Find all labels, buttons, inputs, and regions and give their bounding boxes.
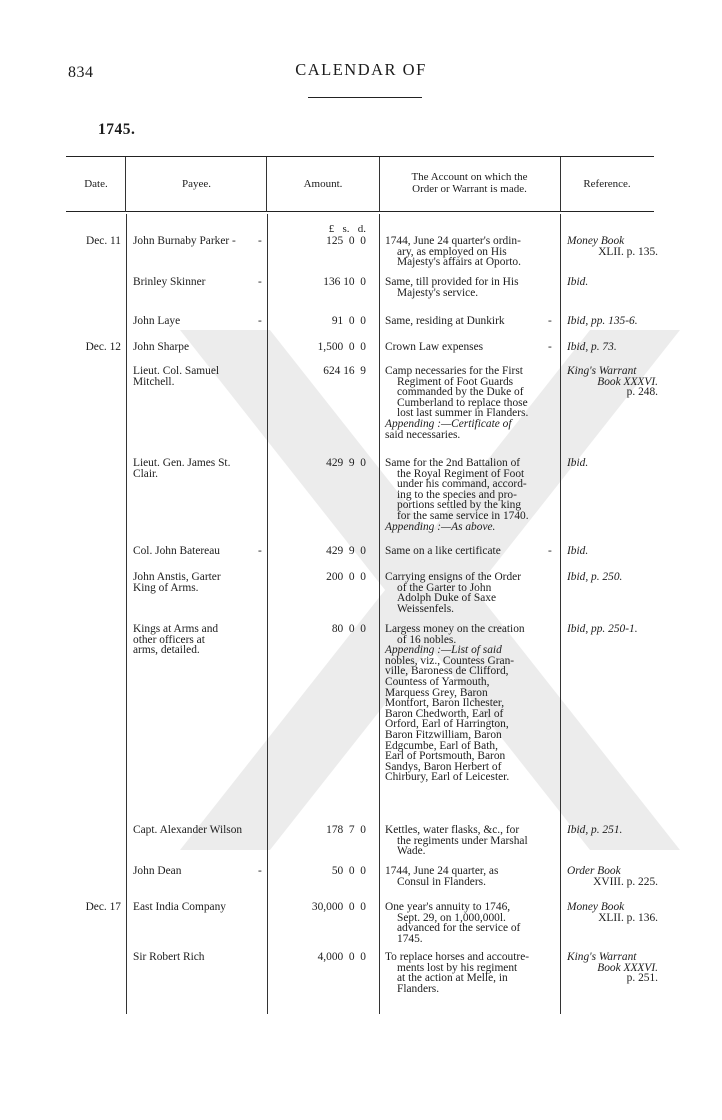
text-line: Sept. 29, on 1,000,000l. [397,911,506,924]
leader-dash: - [258,315,262,327]
text-line: arms, detailed. [133,644,200,657]
entry-payee [133,825,261,836]
entry-account [385,546,553,557]
text-line: John Dean [133,865,182,877]
leader-dash: - [258,235,262,247]
appending-line: Baron Chedworth, Earl of [385,707,504,720]
entry-payee [133,902,261,913]
entry-payee [133,866,261,877]
entry-amount: 178 7 0 [326,824,366,836]
reference-line: Ibid. [567,545,589,557]
text-line: advanced for the service of [397,922,521,935]
leader-dash: - [258,865,262,877]
entry-account [385,866,553,887]
appending-line: nobles, viz., Countess Gran- [385,654,515,667]
entry-amount: 429 9 0 [326,457,366,469]
header-account-line2: Order or Warrant is made. [412,183,527,195]
entry-account [385,572,553,614]
reference-line: p. 248. [626,386,658,399]
entry-amount: 125 0 0 [326,235,366,247]
entry-account [385,316,553,327]
appending-line: Orford, Earl of Harrington, [385,718,509,731]
entry-payee [133,236,261,247]
text-line: 1744, June 24 quarter's ordin- [385,235,521,247]
reference-line: Ibid. [567,276,589,288]
entry-amount: 624 16 9 [323,365,366,377]
entry-date: Dec. 12 [85,341,121,353]
text-line: of the Garter to John [397,581,492,594]
entry-payee [133,366,261,387]
entry-payee [133,952,261,963]
entry-reference [567,277,658,288]
text-line: Same, till provided for in His [385,276,519,288]
text-line: Mitchell. [133,375,175,388]
text-line: Kings at Arms and [133,623,219,635]
reference-line: Ibid, p. 250. [567,571,623,583]
header-date: Date. [84,178,108,190]
entry-account [385,277,553,298]
leader-dash: - [548,545,552,557]
entry-amount: 200 0 0 [326,571,366,583]
text-line: Lieut. Gen. James St. [133,457,231,469]
text-line: Same for the 2nd Battalion of [385,457,521,469]
text-line: John Laye [133,315,181,327]
entry-payee [133,316,261,327]
reference-line: Ibid, pp. 250-1. [567,623,638,635]
appending-line: Baron Fitzwilliam, Baron [385,728,502,741]
reference-line: Money Book [567,235,625,247]
entry-reference [567,458,658,469]
text-line: portions settled by the king [397,499,522,512]
text-line: Brinley Skinner [133,276,206,288]
entry-date: Dec. 17 [85,901,121,913]
entry-reference [567,546,658,557]
page-number: 834 [68,64,94,81]
appending-line: Countess of Yarmouth, [385,675,490,688]
reference-line: Book XXXVI. [597,961,658,974]
reference-line: XVIII. p. 225. [593,875,658,888]
text-line: of 16 nobles. [397,633,457,646]
appending-line: Appending :—Certificate of [385,417,512,430]
text-line: commanded by the Duke of [397,386,524,399]
column-divider [126,214,127,1014]
text-line: Wade. [397,845,426,858]
entry-reference [567,866,658,887]
title-rule [308,97,422,98]
appending-line: said necessaries. [385,428,461,441]
header-reference: Reference. [583,178,631,190]
running-title: CALENDAR OF [295,60,427,79]
reference-line: Ibid, p. 251. [567,824,623,836]
entry-payee [133,624,261,656]
text-line: Flanders. [397,982,440,995]
text-line: Clair. [133,467,158,480]
reference-line: King's Warrant [567,951,637,963]
entry-reference [567,572,658,583]
text-line: Capt. Alexander Wilson [133,824,243,836]
entry-account [385,825,553,857]
leader-dash: - [548,315,552,327]
leader-dash: - [258,545,262,557]
text-line: Lieut. Col. Samuel [133,365,220,377]
text-line: at the action at Melle, in [397,972,508,985]
entry-reference [567,825,658,836]
text-line: Sir Robert Rich [133,951,205,963]
text-line: One year's annuity to 1746, [385,901,511,913]
entry-amount: 4,000 0 0 [317,951,366,963]
entry-reference [567,342,658,353]
text-line: Same on a like certificate [385,545,501,557]
reference-line: King's Warrant [567,365,637,377]
column-divider [560,214,561,1014]
entry-account [385,236,553,268]
entry-reference [567,236,658,257]
text-line: ing to the species and pro- [397,488,517,501]
text-line: ments lost by his regiment [397,961,518,974]
entry-account [385,366,553,440]
text-line: Carrying ensigns of the Order [385,571,522,583]
entry-account [385,458,553,532]
text-line: Cumberland to replace those [397,396,528,409]
appending-line: ville, Baroness de Clifford, [385,665,509,678]
text-line: John Anstis, Garter [133,571,221,583]
text-line: Adolph Duke of Saxe [397,592,497,605]
appending-line: Chirbury, Earl of Leicester. [385,771,510,784]
reference-line: Ibid, p. 73. [567,341,617,353]
text-line: Weissenfels. [397,602,454,615]
leader-dash: - [548,341,552,353]
text-line: 1744, June 24 quarter, as [385,865,499,877]
entry-amount: 429 9 0 [326,545,366,557]
text-line: 1745. [397,932,423,945]
text-line: other officers at [133,633,205,646]
reference-line: XLII. p. 136. [598,911,658,924]
text-line: ary, as employed on His [397,245,507,258]
entry-reference [567,316,658,327]
text-line: under his command, accord- [397,478,527,491]
text-line: lost last summer in Flanders. [397,407,529,420]
appending-line: Edgcumbe, Earl of Bath, [385,739,498,752]
entry-amount: 80 0 0 [331,623,366,635]
text-line: Majesty's affairs at Oporto. [397,256,521,269]
entry-payee [133,458,261,479]
entry-reference [567,952,658,984]
entry-payee [133,572,261,593]
text-line: Regiment of Foot Guards [397,375,514,388]
entry-amount: 136 10 0 [323,276,366,288]
reference-line: p. 251. [626,972,658,985]
entry-amount: 50 0 0 [331,865,366,877]
entry-account [385,624,553,783]
text-line: the Royal Regiment of Foot [397,467,525,480]
reference-line: Book XXXVI. [597,375,658,388]
header-amount: Amount. [303,178,343,190]
reference-line: Ibid. [567,457,589,469]
text-line: John Burnaby Parker - [133,235,236,247]
entry-amount: 91 0 0 [331,315,366,327]
text-line: John Sharpe [133,341,189,353]
text-line: the regiments under Marshal [397,834,528,847]
text-line: Majesty's service. [397,286,479,299]
column-divider [379,214,380,1014]
year-heading: 1745. [98,121,136,138]
appending-line: Marquess Grey, Baron [385,686,488,699]
currency-units: £ s. d. [328,223,366,235]
entry-reference [567,624,658,635]
entry-account [385,902,553,944]
text-line: King of Arms. [133,581,199,594]
entry-account [385,342,553,353]
leader-dash: - [258,276,262,288]
text-line: East India Company [133,901,227,913]
text-line: Largess money on the creation [385,623,525,635]
text-line: Same, residing at Dunkirk [385,315,505,327]
text-line: Kettles, water flasks, &c., for [385,824,520,836]
entry-reference [567,366,658,398]
reference-line: Order Book [567,865,621,877]
text-line: Camp necessaries for the First [385,365,523,377]
entry-payee [133,277,261,288]
table-header-rule [66,211,654,212]
header-payee: Payee. [181,178,211,190]
entry-reference [567,902,658,923]
reference-line: Money Book [567,901,625,913]
entry-amount: 30,000 0 0 [311,901,366,913]
appending-line: Montfort, Baron Ilchester, [385,697,505,710]
appending-line: Sandys, Baron Herbert of [385,760,502,773]
text-line: Consul in Flanders. [397,875,486,888]
entry-date: Dec. 11 [85,235,121,247]
entry-payee [133,342,261,353]
column-divider [267,214,268,1014]
appending-line: Earl of Portsmouth, Baron [385,750,506,763]
entry-payee [133,546,261,557]
table-top-rule [66,156,654,157]
appending-line: Appending :—List of said [385,644,502,657]
entry-amount: 1,500 0 0 [317,341,366,353]
text-line: Col. John Batereau [133,545,220,557]
reference-line: XLII. p. 135. [598,245,658,258]
text-line: To replace horses and accoutre- [385,951,530,963]
text-line: Crown Law expenses [385,341,484,353]
appending-line: Appending :—As above. [385,520,496,533]
entry-account [385,952,553,994]
text-line: for the same service in 1740. [397,509,529,522]
reference-line: Ibid, pp. 135-6. [567,315,638,327]
header-account-line1: The Account on which the [411,171,528,183]
